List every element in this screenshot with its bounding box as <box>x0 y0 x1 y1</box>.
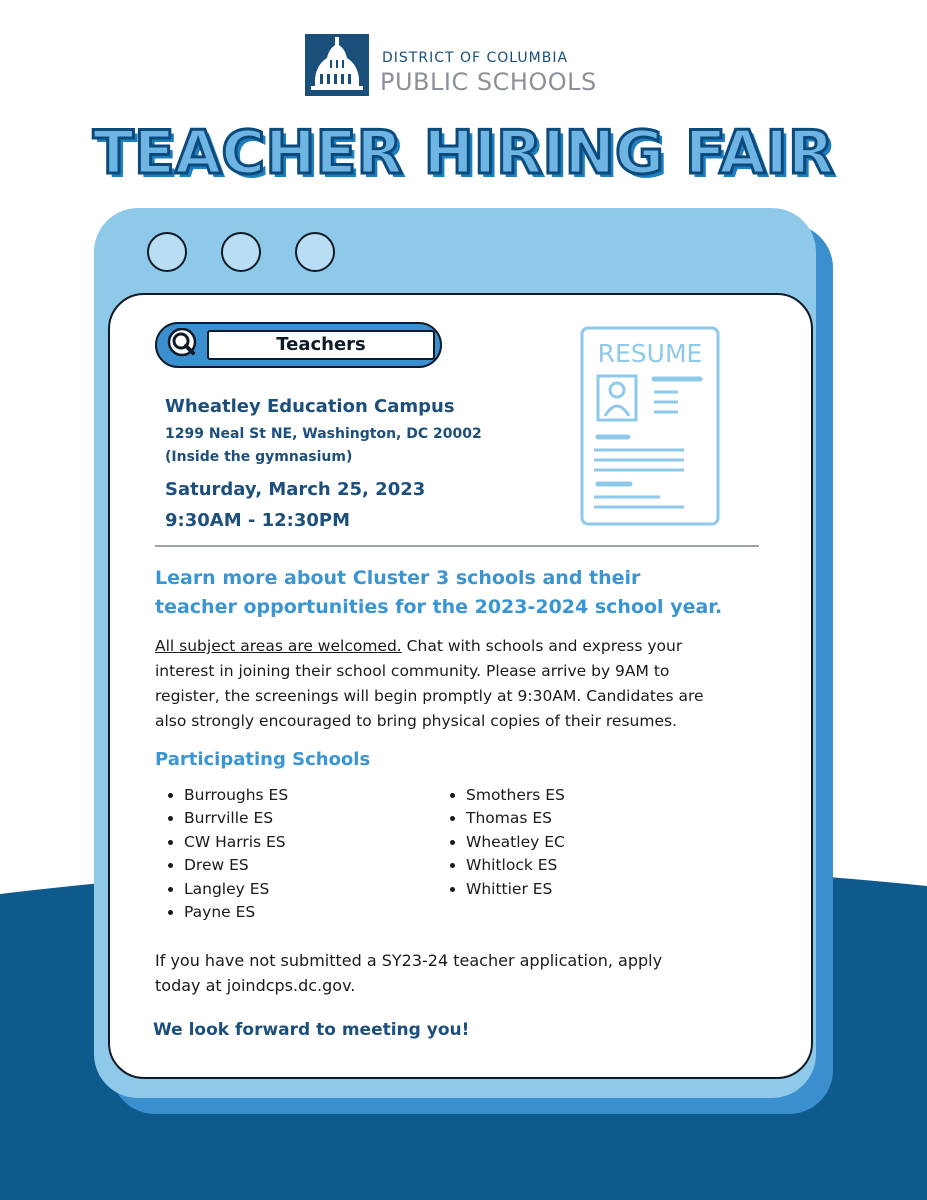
event-date: Saturday, March 25, 2023 <box>165 479 426 500</box>
event-address: 1299 Neal St NE, Washington, DC 20002 <box>165 426 482 442</box>
list-item: • Whittier ES <box>466 878 565 901</box>
apply-paragraph <box>155 948 775 998</box>
resume-label: RESUME <box>597 339 703 368</box>
body-line-2: interest in joining their school community. Please arrive by 9AM to <box>155 662 670 680</box>
list-item: • Payne ES <box>184 901 288 924</box>
dcps-logo <box>305 34 635 96</box>
schools-heading: Participating Schools <box>155 749 371 770</box>
lead-line-2: teacher opportunities for the 2023-2024 school year. <box>155 596 723 618</box>
window-dot-1 <box>147 232 187 272</box>
list-item: • Langley ES <box>184 878 288 901</box>
apply-line-2: today at joindcps.dc.gov. <box>155 976 356 995</box>
logo-text-line1: DISTRICT OF COLUMBIA <box>382 50 569 66</box>
list-item: • Burroughs ES <box>184 784 288 807</box>
list-item: • Thomas ES <box>466 807 565 830</box>
resume-document-icon <box>580 326 720 526</box>
window-dot-3 <box>295 232 335 272</box>
logo-text-line2: PUBLIC SCHOOLS <box>380 68 597 96</box>
event-time: 9:30AM - 12:30PM <box>165 510 351 531</box>
list-item: • Wheatley EC <box>466 831 565 854</box>
apply-line-1: If you have not submitted a SY23-24 teacher application, apply <box>155 951 663 970</box>
search-input[interactable]: Teachers <box>207 330 435 360</box>
section-divider <box>155 545 759 547</box>
window-dot-2 <box>221 232 261 272</box>
list-item: • Whitlock ES <box>466 854 565 877</box>
body-paragraph <box>155 634 775 734</box>
event-address-note: (Inside the gymnasium) <box>165 449 353 465</box>
page-title: TEACHER HIRING FAIR <box>92 118 835 188</box>
list-item: • Burrville ES <box>184 807 288 830</box>
schools-list-right <box>436 784 565 901</box>
body-line-1 <box>155 634 775 659</box>
body-line-4: also strongly encouraged to bring physical copies of their resumes. <box>155 712 677 730</box>
schools-list-left <box>154 784 288 924</box>
search-bar[interactable] <box>155 322 442 368</box>
capitol-dome-icon <box>305 34 369 96</box>
list-item: • CW Harris ES <box>184 831 288 854</box>
closing-message: We look forward to meeting you! <box>153 1020 470 1040</box>
lead-line-1: Learn more about Cluster 3 schools and their <box>155 567 641 589</box>
event-venue: Wheatley Education Campus <box>165 396 455 417</box>
search-icon <box>167 328 201 362</box>
list-item: • Drew ES <box>184 854 288 877</box>
body-underlined-text: All subject areas are welcomed. <box>155 637 402 655</box>
body-line-1-rest: Chat with schools and express your <box>401 637 683 655</box>
list-item: • Smothers ES <box>466 784 565 807</box>
lead-paragraph <box>155 564 775 622</box>
body-line-3: register, the screenings will begin promptly at 9:30AM. Candidates are <box>155 687 704 705</box>
